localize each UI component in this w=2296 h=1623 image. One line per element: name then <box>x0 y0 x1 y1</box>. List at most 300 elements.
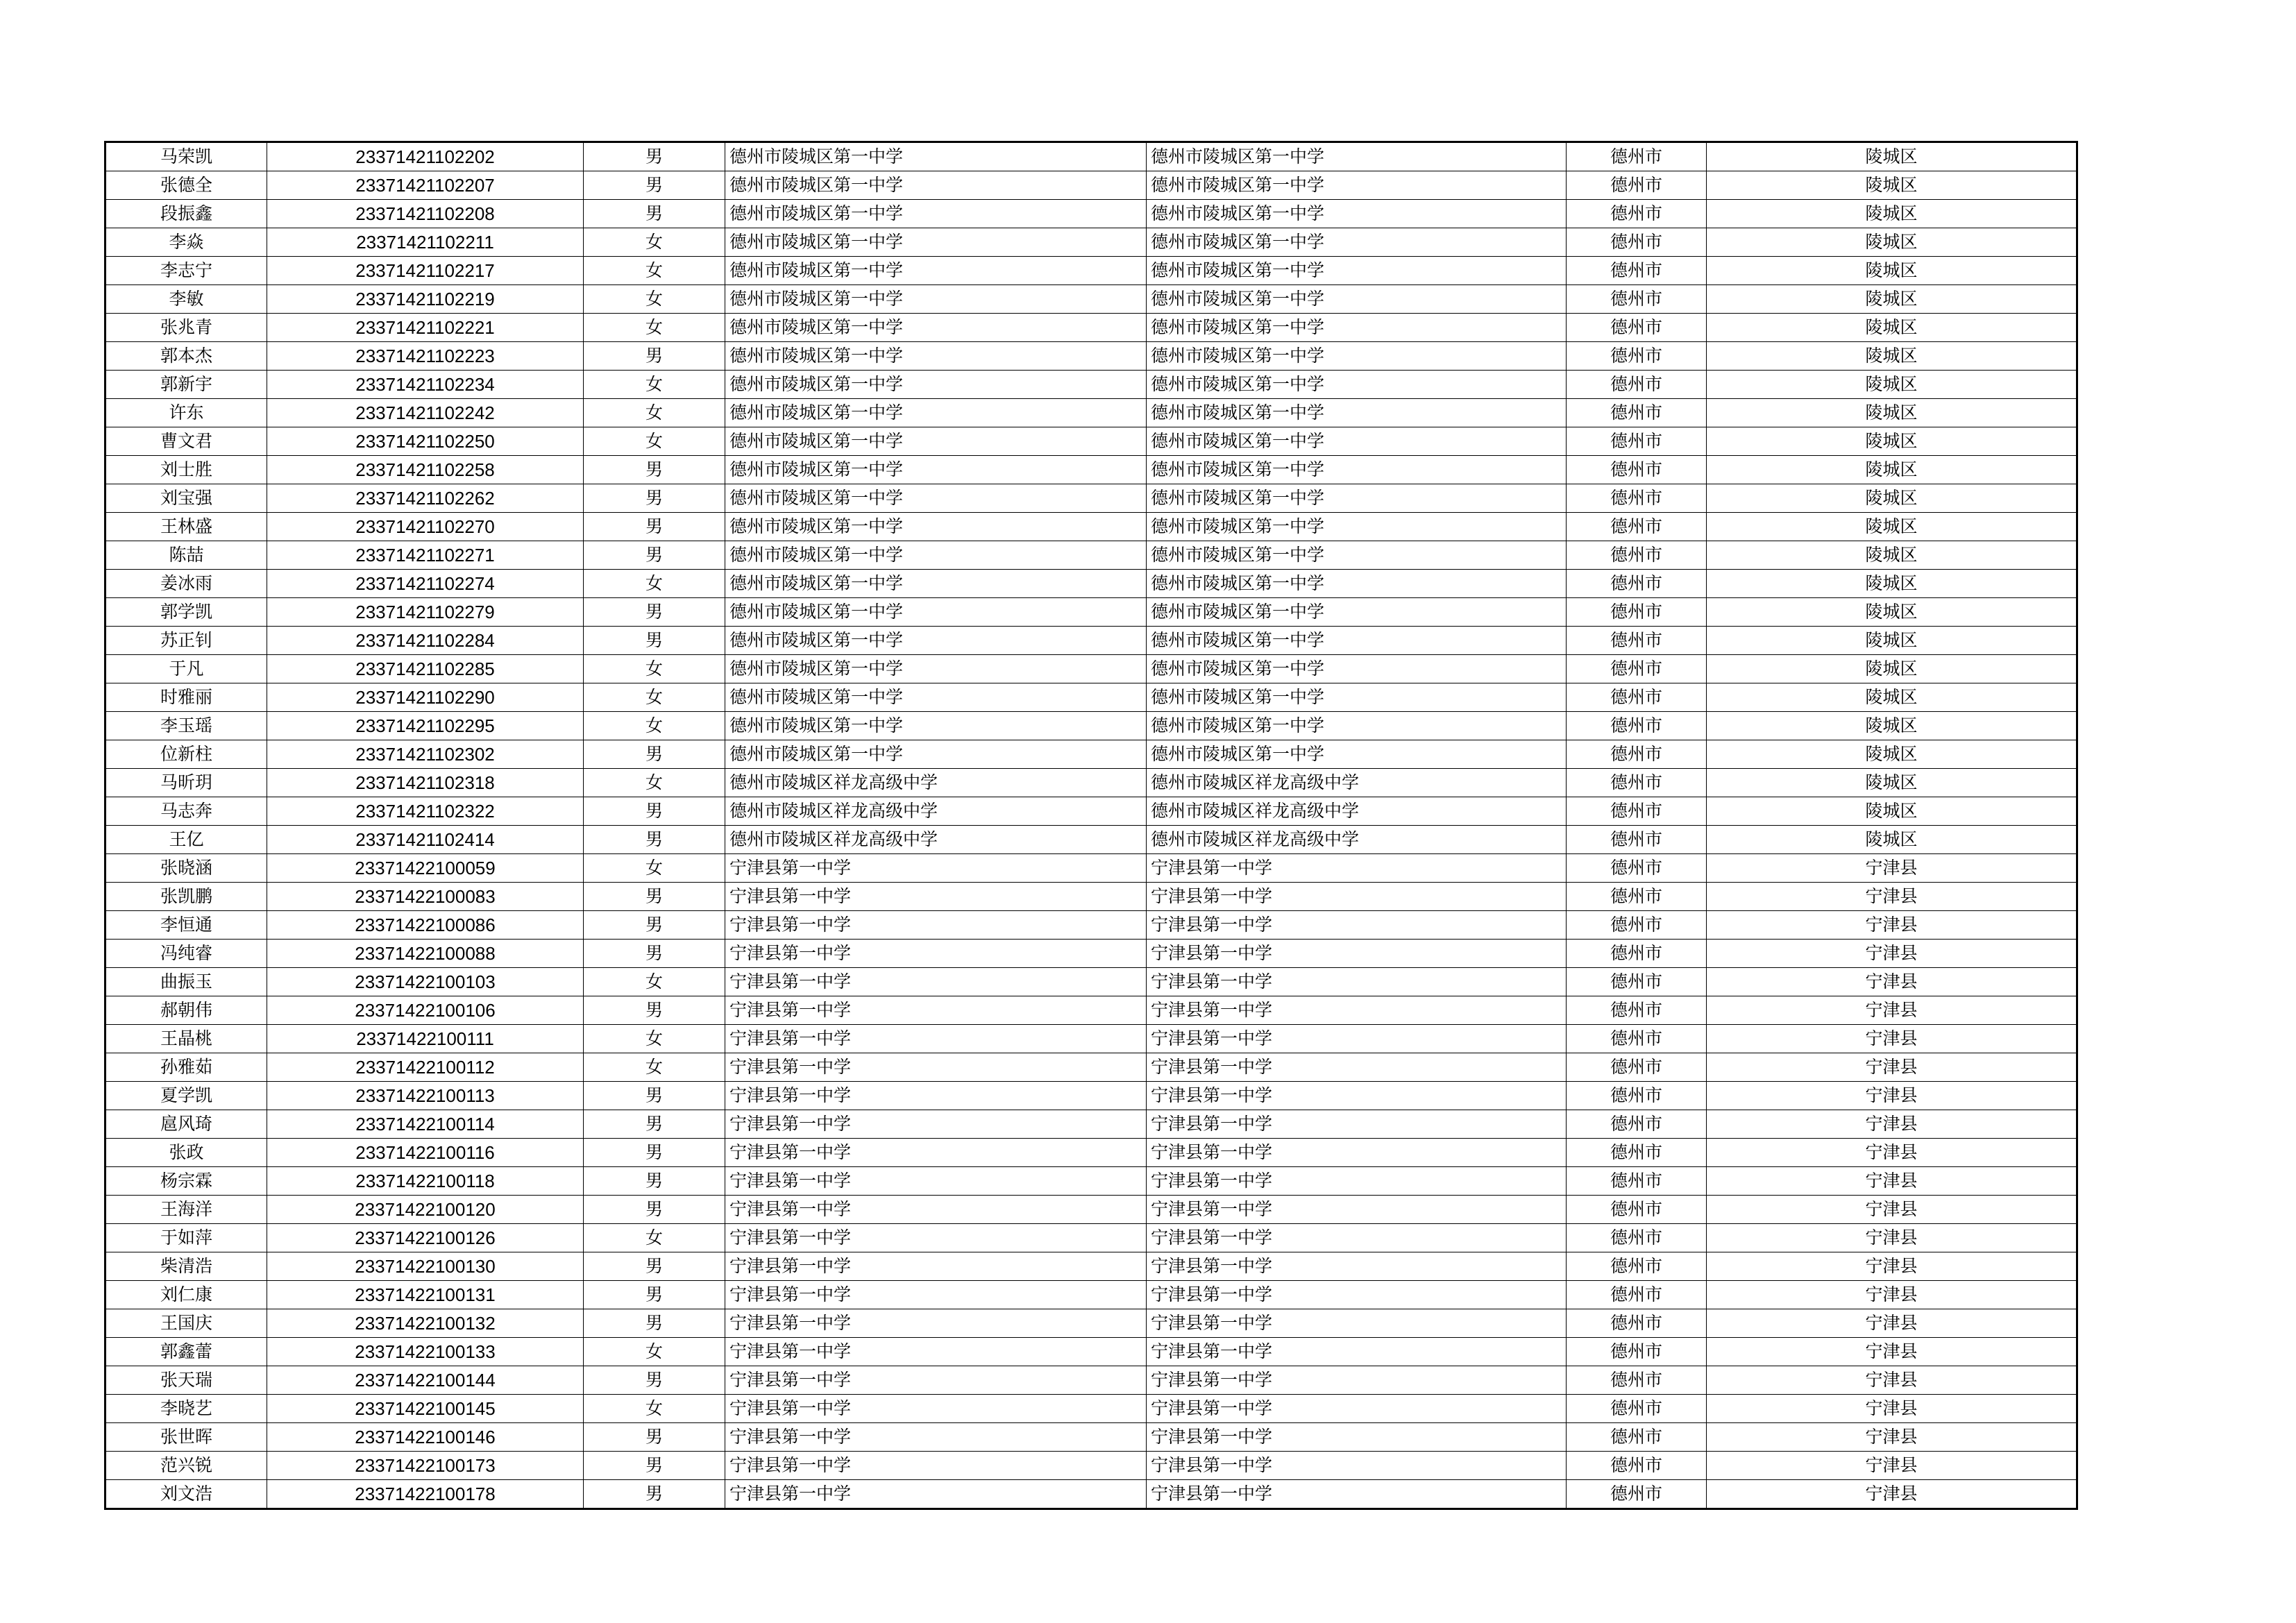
city-cell: 德州市 <box>1567 940 1707 968</box>
exam-id-cell: 23371422100118 <box>267 1167 584 1196</box>
table-body <box>105 142 2077 1509</box>
county-cell: 陵城区 <box>1707 257 2077 285</box>
city-cell: 德州市 <box>1567 1224 1707 1252</box>
gender-cell: 女 <box>584 1025 725 1053</box>
table-row <box>105 712 2077 740</box>
exam-id-cell: 23371421102274 <box>267 570 584 598</box>
exam-id-cell: 23371422100083 <box>267 883 584 911</box>
school-cell: 德州市陵城区第一中学 <box>725 228 1147 257</box>
school-cell-2: 德州市陵城区第一中学 <box>1147 513 1567 541</box>
gender-cell: 女 <box>584 399 725 427</box>
school-cell: 德州市陵城区第一中学 <box>725 342 1147 371</box>
city-cell: 德州市 <box>1567 1309 1707 1338</box>
table-row <box>105 314 2077 342</box>
student-name-cell: 张德全 <box>105 171 267 200</box>
gender-cell: 男 <box>584 826 725 854</box>
school-cell-2: 德州市陵城区第一中学 <box>1147 683 1567 712</box>
student-name-cell: 马荣凯 <box>105 142 267 171</box>
gender-cell: 男 <box>584 1452 725 1480</box>
school-cell-2: 宁津县第一中学 <box>1147 968 1567 996</box>
school-cell-2: 宁津县第一中学 <box>1147 1224 1567 1252</box>
city-cell: 德州市 <box>1567 1196 1707 1224</box>
school-cell-2: 宁津县第一中学 <box>1147 1196 1567 1224</box>
school-cell: 德州市陵城区第一中学 <box>725 541 1147 570</box>
table-row <box>105 911 2077 940</box>
city-cell: 德州市 <box>1567 285 1707 314</box>
table-row <box>105 1395 2077 1423</box>
gender-cell: 女 <box>584 570 725 598</box>
school-cell-2: 德州市陵城区第一中学 <box>1147 484 1567 513</box>
student-name-cell: 郭学凯 <box>105 598 267 627</box>
school-cell: 宁津县第一中学 <box>725 1053 1147 1082</box>
exam-id-cell: 23371422100131 <box>267 1281 584 1309</box>
gender-cell: 女 <box>584 228 725 257</box>
city-cell: 德州市 <box>1567 968 1707 996</box>
county-cell: 陵城区 <box>1707 797 2077 826</box>
gender-cell: 男 <box>584 1196 725 1224</box>
exam-id-cell: 23371422100178 <box>267 1480 584 1509</box>
school-cell: 宁津县第一中学 <box>725 1423 1147 1452</box>
student-name-cell: 张晓涵 <box>105 854 267 883</box>
student-name-cell: 位新柱 <box>105 740 267 769</box>
school-cell-2: 德州市陵城区第一中学 <box>1147 342 1567 371</box>
student-name-cell: 杨宗霖 <box>105 1167 267 1196</box>
county-cell: 陵城区 <box>1707 826 2077 854</box>
table-row <box>105 142 2077 171</box>
county-cell: 宁津县 <box>1707 940 2077 968</box>
county-cell: 宁津县 <box>1707 1338 2077 1366</box>
school-cell-2: 宁津县第一中学 <box>1147 1281 1567 1309</box>
school-cell: 德州市陵城区第一中学 <box>725 740 1147 769</box>
table-row <box>105 570 2077 598</box>
exam-id-cell: 23371421102322 <box>267 797 584 826</box>
school-cell: 德州市陵城区第一中学 <box>725 257 1147 285</box>
student-name-cell: 马昕玥 <box>105 769 267 797</box>
gender-cell: 男 <box>584 1309 725 1338</box>
county-cell: 陵城区 <box>1707 712 2077 740</box>
student-name-cell: 王海洋 <box>105 1196 267 1224</box>
student-name-cell: 张政 <box>105 1139 267 1167</box>
table-row <box>105 996 2077 1025</box>
county-cell: 宁津县 <box>1707 1252 2077 1281</box>
table-row <box>105 1366 2077 1395</box>
table-row <box>105 1025 2077 1053</box>
school-cell-2: 德州市陵城区第一中学 <box>1147 627 1567 655</box>
gender-cell: 男 <box>584 940 725 968</box>
student-name-cell: 陈喆 <box>105 541 267 570</box>
city-cell: 德州市 <box>1567 740 1707 769</box>
county-cell: 陵城区 <box>1707 142 2077 171</box>
table-row <box>105 940 2077 968</box>
school-cell: 德州市陵城区第一中学 <box>725 200 1147 228</box>
county-cell: 陵城区 <box>1707 228 2077 257</box>
gender-cell: 女 <box>584 1338 725 1366</box>
school-cell-2: 宁津县第一中学 <box>1147 1082 1567 1110</box>
school-cell-2: 德州市陵城区第一中学 <box>1147 285 1567 314</box>
student-name-cell: 李志宁 <box>105 257 267 285</box>
student-name-cell: 柴清浩 <box>105 1252 267 1281</box>
gender-cell: 女 <box>584 257 725 285</box>
gender-cell: 女 <box>584 371 725 399</box>
city-cell: 德州市 <box>1567 200 1707 228</box>
city-cell: 德州市 <box>1567 911 1707 940</box>
school-cell-2: 德州市陵城区祥龙高级中学 <box>1147 769 1567 797</box>
county-cell: 陵城区 <box>1707 484 2077 513</box>
table-row <box>105 1224 2077 1252</box>
exam-id-cell: 23371422100130 <box>267 1252 584 1281</box>
school-cell: 宁津县第一中学 <box>725 883 1147 911</box>
school-cell-2: 德州市陵城区第一中学 <box>1147 712 1567 740</box>
student-name-cell: 王晶桃 <box>105 1025 267 1053</box>
student-name-cell: 刘文浩 <box>105 1480 267 1509</box>
city-cell: 德州市 <box>1567 655 1707 683</box>
school-cell-2: 德州市陵城区第一中学 <box>1147 399 1567 427</box>
student-name-cell: 张天瑞 <box>105 1366 267 1395</box>
gender-cell: 男 <box>584 598 725 627</box>
exam-id-cell: 23371422100111 <box>267 1025 584 1053</box>
county-cell: 宁津县 <box>1707 854 2077 883</box>
student-name-cell: 孙雅茹 <box>105 1053 267 1082</box>
student-name-cell: 郝朝伟 <box>105 996 267 1025</box>
school-cell: 德州市陵城区祥龙高级中学 <box>725 769 1147 797</box>
student-name-cell: 王林盛 <box>105 513 267 541</box>
gender-cell: 女 <box>584 712 725 740</box>
student-name-cell: 张兆青 <box>105 314 267 342</box>
table-row <box>105 1110 2077 1139</box>
city-cell: 德州市 <box>1567 883 1707 911</box>
exam-id-cell: 23371422100103 <box>267 968 584 996</box>
gender-cell: 女 <box>584 769 725 797</box>
school-cell-2: 德州市陵城区第一中学 <box>1147 740 1567 769</box>
exam-id-cell: 23371421102211 <box>267 228 584 257</box>
school-cell: 德州市陵城区第一中学 <box>725 655 1147 683</box>
student-name-cell: 姜冰雨 <box>105 570 267 598</box>
table-row <box>105 541 2077 570</box>
table-row <box>105 854 2077 883</box>
gender-cell: 男 <box>584 627 725 655</box>
exam-id-cell: 23371421102219 <box>267 285 584 314</box>
exam-id-cell: 23371421102258 <box>267 456 584 484</box>
school-cell: 德州市陵城区第一中学 <box>725 142 1147 171</box>
gender-cell: 男 <box>584 883 725 911</box>
student-name-cell: 郭鑫蕾 <box>105 1338 267 1366</box>
gender-cell: 男 <box>584 1139 725 1167</box>
city-cell: 德州市 <box>1567 1167 1707 1196</box>
student-name-cell: 张凯鹏 <box>105 883 267 911</box>
school-cell-2: 德州市陵城区祥龙高级中学 <box>1147 797 1567 826</box>
gender-cell: 男 <box>584 200 725 228</box>
gender-cell: 男 <box>584 996 725 1025</box>
county-cell: 宁津县 <box>1707 1452 2077 1480</box>
school-cell: 宁津县第一中学 <box>725 940 1147 968</box>
gender-cell: 男 <box>584 1366 725 1395</box>
gender-cell: 男 <box>584 1423 725 1452</box>
gender-cell: 男 <box>584 911 725 940</box>
county-cell: 陵城区 <box>1707 200 2077 228</box>
student-name-cell: 马志奔 <box>105 797 267 826</box>
county-cell: 陵城区 <box>1707 683 2077 712</box>
school-cell-2: 德州市陵城区第一中学 <box>1147 257 1567 285</box>
school-cell-2: 德州市陵城区第一中学 <box>1147 200 1567 228</box>
gender-cell: 女 <box>584 1053 725 1082</box>
school-cell: 德州市陵城区第一中学 <box>725 371 1147 399</box>
student-name-cell: 于如萍 <box>105 1224 267 1252</box>
exam-id-cell: 23371421102284 <box>267 627 584 655</box>
school-cell: 宁津县第一中学 <box>725 1167 1147 1196</box>
city-cell: 德州市 <box>1567 1423 1707 1452</box>
table-row <box>105 655 2077 683</box>
school-cell: 宁津县第一中学 <box>725 1338 1147 1366</box>
table-row <box>105 427 2077 456</box>
county-cell: 宁津县 <box>1707 1281 2077 1309</box>
school-cell-2: 宁津县第一中学 <box>1147 1053 1567 1082</box>
gender-cell: 男 <box>584 1281 725 1309</box>
exam-id-cell: 23371422100113 <box>267 1082 584 1110</box>
county-cell: 陵城区 <box>1707 740 2077 769</box>
county-cell: 宁津县 <box>1707 1082 2077 1110</box>
student-name-cell: 冯纯睿 <box>105 940 267 968</box>
table-row <box>105 627 2077 655</box>
school-cell: 宁津县第一中学 <box>725 1139 1147 1167</box>
exam-id-cell: 23371421102295 <box>267 712 584 740</box>
school-cell-2: 德州市陵城区第一中学 <box>1147 171 1567 200</box>
school-cell: 宁津县第一中学 <box>725 1452 1147 1480</box>
table-row <box>105 200 2077 228</box>
school-cell: 宁津县第一中学 <box>725 1224 1147 1252</box>
county-cell: 陵城区 <box>1707 171 2077 200</box>
city-cell: 德州市 <box>1567 683 1707 712</box>
exam-id-cell: 23371422100088 <box>267 940 584 968</box>
gender-cell: 女 <box>584 968 725 996</box>
school-cell: 宁津县第一中学 <box>725 1025 1147 1053</box>
school-cell: 德州市陵城区第一中学 <box>725 484 1147 513</box>
gender-cell: 男 <box>584 1167 725 1196</box>
student-name-cell: 王亿 <box>105 826 267 854</box>
table-row <box>105 484 2077 513</box>
exam-id-cell: 23371421102234 <box>267 371 584 399</box>
gender-cell: 女 <box>584 854 725 883</box>
city-cell: 德州市 <box>1567 314 1707 342</box>
school-cell: 德州市陵城区第一中学 <box>725 399 1147 427</box>
exam-id-cell: 23371422100145 <box>267 1395 584 1423</box>
table-row <box>105 1452 2077 1480</box>
exam-id-cell: 23371421102270 <box>267 513 584 541</box>
exam-id-cell: 23371422100146 <box>267 1423 584 1452</box>
student-list-table <box>104 141 2078 1510</box>
table-row <box>105 598 2077 627</box>
exam-id-cell: 23371422100120 <box>267 1196 584 1224</box>
gender-cell: 男 <box>584 1252 725 1281</box>
school-cell: 宁津县第一中学 <box>725 968 1147 996</box>
city-cell: 德州市 <box>1567 996 1707 1025</box>
city-cell: 德州市 <box>1567 371 1707 399</box>
exam-id-cell: 23371421102242 <box>267 399 584 427</box>
school-cell-2: 宁津县第一中学 <box>1147 1395 1567 1423</box>
exam-id-cell: 23371421102262 <box>267 484 584 513</box>
table-row <box>105 285 2077 314</box>
exam-id-cell: 23371422100126 <box>267 1224 584 1252</box>
table-row <box>105 1196 2077 1224</box>
table-row <box>105 1053 2077 1082</box>
county-cell: 陵城区 <box>1707 570 2077 598</box>
exam-id-cell: 23371421102414 <box>267 826 584 854</box>
county-cell: 宁津县 <box>1707 1139 2077 1167</box>
exam-id-cell: 23371421102217 <box>267 257 584 285</box>
county-cell: 陵城区 <box>1707 541 2077 570</box>
school-cell-2: 德州市陵城区第一中学 <box>1147 142 1567 171</box>
table-row <box>105 1423 2077 1452</box>
school-cell: 宁津县第一中学 <box>725 911 1147 940</box>
school-cell-2: 宁津县第一中学 <box>1147 1025 1567 1053</box>
county-cell: 陵城区 <box>1707 513 2077 541</box>
gender-cell: 男 <box>584 1110 725 1139</box>
student-name-cell: 张世晖 <box>105 1423 267 1452</box>
student-name-cell: 范兴锐 <box>105 1452 267 1480</box>
city-cell: 德州市 <box>1567 1395 1707 1423</box>
school-cell: 德州市陵城区第一中学 <box>725 513 1147 541</box>
exam-id-cell: 23371421102208 <box>267 200 584 228</box>
student-name-cell: 王国庆 <box>105 1309 267 1338</box>
county-cell: 宁津县 <box>1707 1053 2077 1082</box>
student-name-cell: 李焱 <box>105 228 267 257</box>
school-cell-2: 宁津县第一中学 <box>1147 1110 1567 1139</box>
table-row <box>105 740 2077 769</box>
school-cell-2: 德州市陵城区第一中学 <box>1147 314 1567 342</box>
gender-cell: 女 <box>584 1224 725 1252</box>
county-cell: 宁津县 <box>1707 911 2077 940</box>
gender-cell: 男 <box>584 1082 725 1110</box>
school-cell-2: 德州市陵城区第一中学 <box>1147 456 1567 484</box>
table-row <box>105 1139 2077 1167</box>
school-cell-2: 德州市陵城区第一中学 <box>1147 427 1567 456</box>
exam-id-cell: 23371422100086 <box>267 911 584 940</box>
table-row <box>105 399 2077 427</box>
exam-id-cell: 23371422100116 <box>267 1139 584 1167</box>
school-cell: 德州市陵城区祥龙高级中学 <box>725 797 1147 826</box>
exam-id-cell: 23371422100133 <box>267 1338 584 1366</box>
school-cell: 德州市陵城区第一中学 <box>725 427 1147 456</box>
exam-id-cell: 23371422100144 <box>267 1366 584 1395</box>
student-name-cell: 李敏 <box>105 285 267 314</box>
school-cell-2: 宁津县第一中学 <box>1147 1309 1567 1338</box>
student-name-cell: 刘仁康 <box>105 1281 267 1309</box>
school-cell-2: 德州市陵城区第一中学 <box>1147 541 1567 570</box>
county-cell: 陵城区 <box>1707 314 2077 342</box>
county-cell: 宁津县 <box>1707 1366 2077 1395</box>
table-row <box>105 371 2077 399</box>
gender-cell: 女 <box>584 285 725 314</box>
table-row <box>105 257 2077 285</box>
county-cell: 宁津县 <box>1707 1196 2077 1224</box>
student-name-cell: 李晓艺 <box>105 1395 267 1423</box>
county-cell: 陵城区 <box>1707 456 2077 484</box>
table-row <box>105 883 2077 911</box>
city-cell: 德州市 <box>1567 257 1707 285</box>
school-cell-2: 宁津县第一中学 <box>1147 1366 1567 1395</box>
gender-cell: 男 <box>584 171 725 200</box>
county-cell: 陵城区 <box>1707 399 2077 427</box>
school-cell: 德州市陵城区第一中学 <box>725 314 1147 342</box>
exam-id-cell: 23371421102302 <box>267 740 584 769</box>
student-name-cell: 于凡 <box>105 655 267 683</box>
school-cell-2: 德州市陵城区第一中学 <box>1147 371 1567 399</box>
school-cell: 德州市陵城区第一中学 <box>725 285 1147 314</box>
exam-id-cell: 23371421102285 <box>267 655 584 683</box>
county-cell: 宁津县 <box>1707 1110 2077 1139</box>
county-cell: 陵城区 <box>1707 285 2077 314</box>
gender-cell: 男 <box>584 797 725 826</box>
exam-id-cell: 23371422100059 <box>267 854 584 883</box>
county-cell: 宁津县 <box>1707 1167 2077 1196</box>
city-cell: 德州市 <box>1567 342 1707 371</box>
gender-cell: 男 <box>584 484 725 513</box>
school-cell: 宁津县第一中学 <box>725 1480 1147 1509</box>
city-cell: 德州市 <box>1567 1452 1707 1480</box>
school-cell-2: 德州市陵城区第一中学 <box>1147 570 1567 598</box>
county-cell: 宁津县 <box>1707 883 2077 911</box>
student-name-cell: 段振鑫 <box>105 200 267 228</box>
table-row <box>105 1281 2077 1309</box>
school-cell-2: 德州市陵城区第一中学 <box>1147 655 1567 683</box>
city-cell: 德州市 <box>1567 456 1707 484</box>
county-cell: 陵城区 <box>1707 655 2077 683</box>
city-cell: 德州市 <box>1567 570 1707 598</box>
student-name-cell: 夏学凯 <box>105 1082 267 1110</box>
city-cell: 德州市 <box>1567 541 1707 570</box>
table-row <box>105 1309 2077 1338</box>
city-cell: 德州市 <box>1567 1139 1707 1167</box>
school-cell-2: 德州市陵城区第一中学 <box>1147 598 1567 627</box>
student-name-cell: 许东 <box>105 399 267 427</box>
school-cell: 宁津县第一中学 <box>725 854 1147 883</box>
city-cell: 德州市 <box>1567 1252 1707 1281</box>
county-cell: 宁津县 <box>1707 1025 2077 1053</box>
school-cell-2: 宁津县第一中学 <box>1147 1452 1567 1480</box>
table-row <box>105 769 2077 797</box>
student-name-cell: 曲振玉 <box>105 968 267 996</box>
table-row <box>105 683 2077 712</box>
school-cell: 宁津县第一中学 <box>725 1281 1147 1309</box>
school-cell: 德州市陵城区第一中学 <box>725 570 1147 598</box>
city-cell: 德州市 <box>1567 826 1707 854</box>
city-cell: 德州市 <box>1567 513 1707 541</box>
student-name-cell: 曹文君 <box>105 427 267 456</box>
county-cell: 陵城区 <box>1707 769 2077 797</box>
exam-id-cell: 23371422100106 <box>267 996 584 1025</box>
county-cell: 宁津县 <box>1707 968 2077 996</box>
school-cell-2: 宁津县第一中学 <box>1147 1423 1567 1452</box>
school-cell: 德州市陵城区第一中学 <box>725 171 1147 200</box>
student-name-cell: 李玉瑶 <box>105 712 267 740</box>
city-cell: 德州市 <box>1567 627 1707 655</box>
school-cell-2: 宁津县第一中学 <box>1147 883 1567 911</box>
city-cell: 德州市 <box>1567 484 1707 513</box>
student-name-cell: 刘宝强 <box>105 484 267 513</box>
school-cell: 德州市陵城区第一中学 <box>725 712 1147 740</box>
county-cell: 宁津县 <box>1707 1480 2077 1509</box>
table-row <box>105 513 2077 541</box>
school-cell: 德州市陵城区第一中学 <box>725 683 1147 712</box>
exam-id-cell: 23371421102290 <box>267 683 584 712</box>
city-cell: 德州市 <box>1567 769 1707 797</box>
student-name-cell: 扈风琦 <box>105 1110 267 1139</box>
table-row <box>105 342 2077 371</box>
student-name-cell: 苏正钊 <box>105 627 267 655</box>
table-row <box>105 797 2077 826</box>
school-cell-2: 宁津县第一中学 <box>1147 1480 1567 1509</box>
city-cell: 德州市 <box>1567 142 1707 171</box>
county-cell: 宁津县 <box>1707 1224 2077 1252</box>
